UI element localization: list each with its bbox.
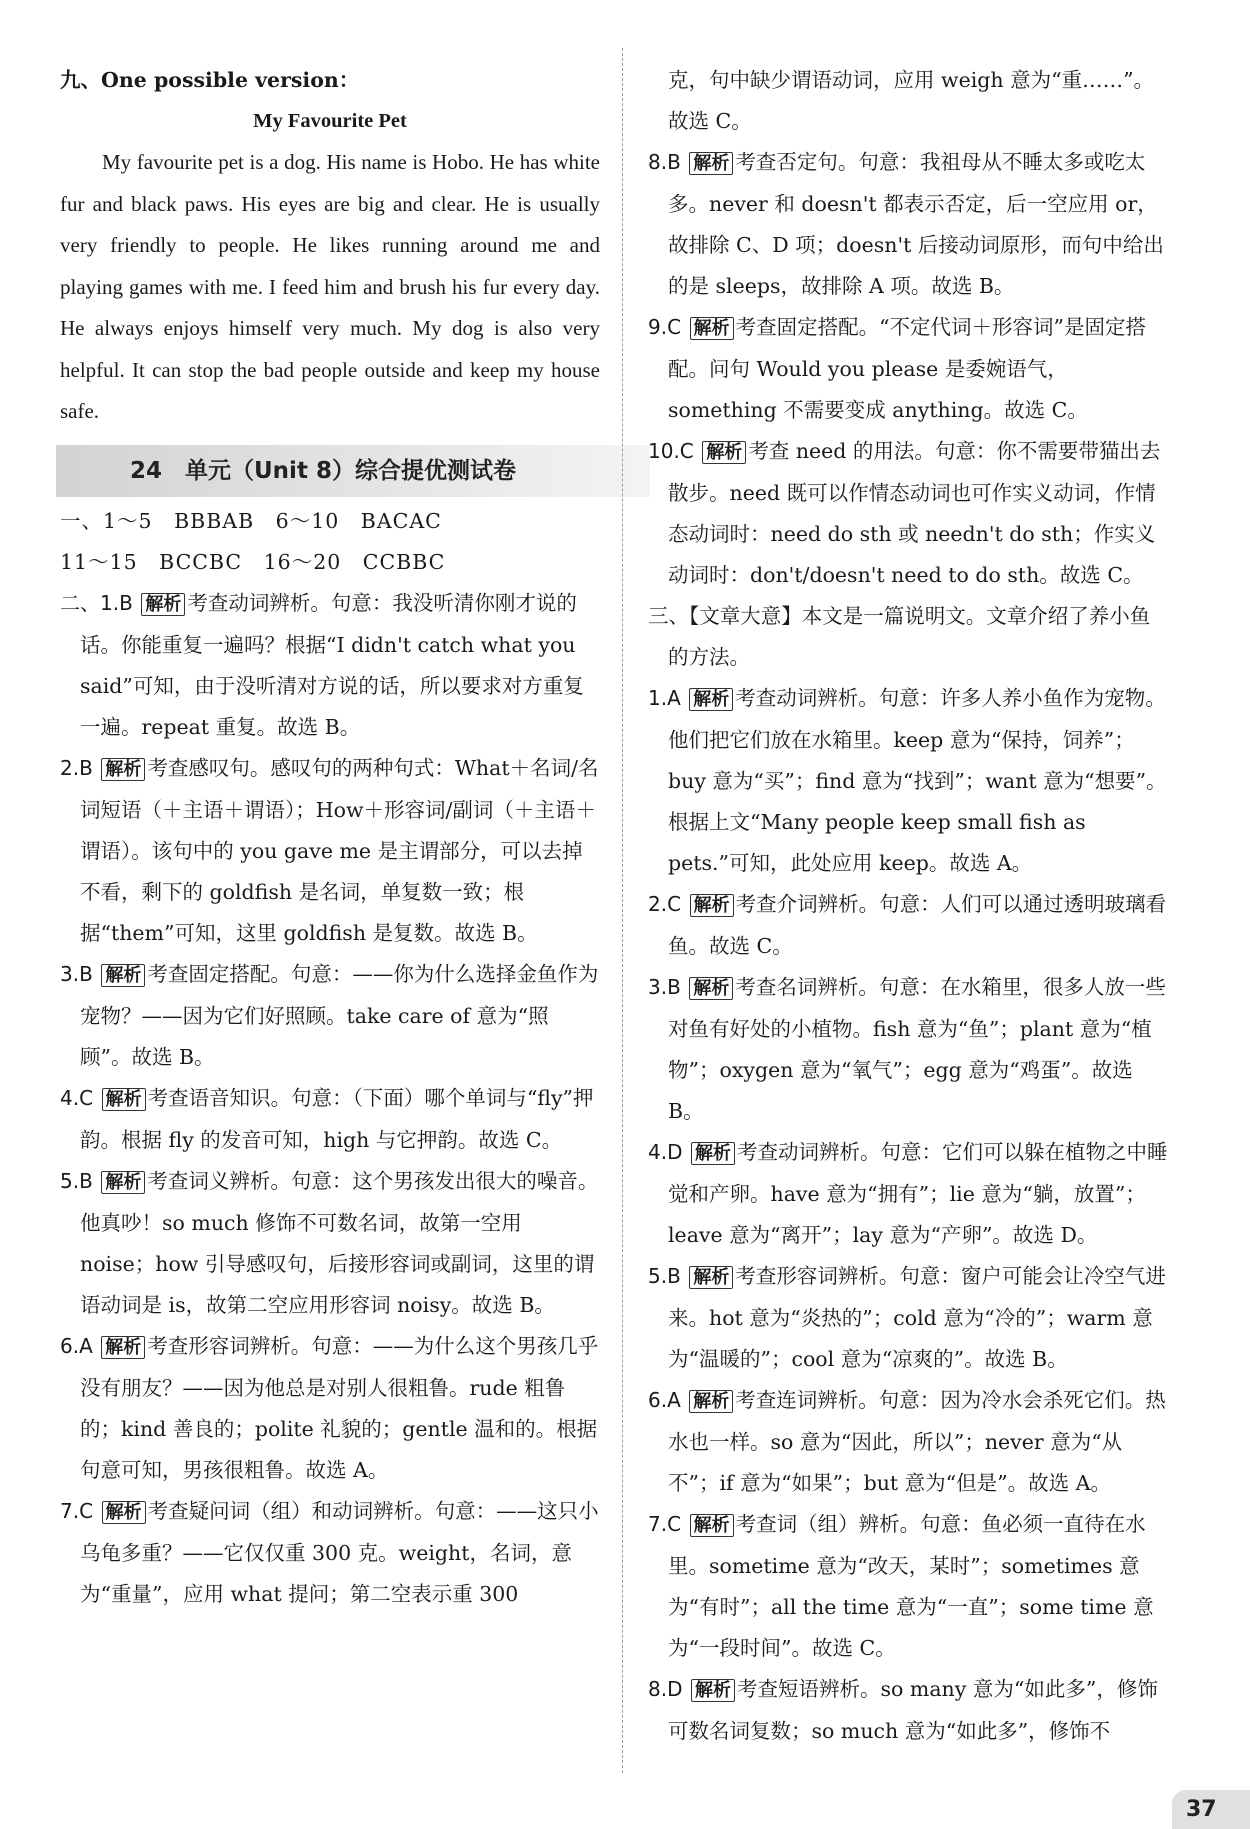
item-number: 7.C — [648, 1512, 682, 1536]
item-text: 考查连词辨析。句意：因为冷水会杀死它们。热水也一样。so 意为“因此，所以”；never 意为“从不”；if 意为“如果”；but 意为“但是”。故选 A。 — [668, 1388, 1166, 1495]
item-number: 2.C — [648, 892, 682, 916]
section-9-heading: 九、One possible version： — [60, 68, 360, 92]
analysis-tag: 解析 — [689, 152, 733, 175]
answer-key-line-1: 一、1～5 BBBAB 6～10 BACAC — [60, 508, 442, 533]
item-number: 3.B — [60, 961, 93, 986]
left-column — [60, 60, 600, 1615]
item-text: 考查词义辨析。句意：这个男孩发出很大的噪音。他真吵！so much 修饰不可数名词，故第一空用 noise；how 引导感叹句，后接形容词或副词，这里的谓语动词是 is，故第二空应用形容词 noisy。故选 B。 — [80, 1168, 599, 1317]
item-number: 二、1.B — [60, 590, 133, 615]
item-number: 6.A — [648, 1388, 681, 1412]
answer-item-3-8 — [648, 1669, 1168, 1752]
analysis-tag: 解析 — [101, 1336, 145, 1359]
answer-item-2-8 — [648, 142, 1168, 307]
analysis-tag: 解析 — [101, 964, 145, 987]
answer-item-2-10 — [648, 431, 1168, 596]
item-text: 考查形容词辨析。句意：——为什么这个男孩几乎没有朋友？——因为他总是对别人很粗鲁。rude 粗鲁的；kind 善良的；polite 礼貌的；gentle 温和的。根据句意可知，男孩很粗鲁。故选 A。 — [80, 1333, 599, 1482]
item-text: 考查疑问词（组）和动词辨析。句意：——这只小乌龟多重？——它仅仅重 300 克。weight，名词，意为“重量”，应用 what 提问；第二空表示重 300 — [80, 1498, 599, 1606]
item-text: 考查 need 的用法。句意：你不需要带猫出去散步。need 既可以作情态动词也可作实义动词，作情态动词时：need do sth 或 needn't do sth；作实义动词时：don't/doesn't need to do sth。故选 C。 — [668, 439, 1161, 587]
item-text: 考查语音知识。句意：（下面）哪个单词与“fly”押韵。根据 fly 的发音可知，high 与它押韵。故选 C。 — [80, 1085, 594, 1152]
analysis-tag: 解析 — [141, 593, 185, 616]
item-text: 考查动词辨析。句意：许多人养小鱼作为宠物。他们把它们放在水箱里。keep 意为“保持，饲养”；buy 意为“买”；find 意为“找到”；want 意为“想要”。根据上文“Many people keep small fish as pets.”可知，此处应用 keep。故选 A。 — [668, 686, 1167, 875]
answer-item-2-2 — [60, 748, 600, 954]
section-3-summary: 三、【文章大意】本文是一篇说明文。文章介绍了养小鱼的方法。 — [648, 604, 1151, 669]
item-number: 7.C — [60, 1498, 94, 1523]
analysis-tag: 解析 — [689, 688, 733, 711]
item-7-continuation: 克，句中缺少谓语动词，应用 weigh 意为“重……”。故选 C。 — [668, 68, 1155, 133]
analysis-tag: 解析 — [691, 1679, 735, 1702]
item-number: 8.B — [648, 150, 681, 174]
essay-body: My favourite pet is a dog. His name is Hobo. He has white fur and black paws. His eyes are big and clear. He is usually very friendly to people. He likes running around me and playing games with me. I feed him and brush his fur every day. He always enjoys himself very much. My dog is also very helpful. It can stop the bad people outside and keep my house safe. — [60, 150, 600, 423]
item-text: 考查词（组）辨析。句意：鱼必须一直待在水里。sometime 意为“改天，某时”；sometimes 意为“有时”；all the time 意为“一直”；some time 意为“一段时间”。故选 C。 — [668, 1512, 1154, 1660]
analysis-tag: 解析 — [689, 1390, 733, 1413]
item-text: 考查短语辨析。so many 意为“如此多”，修饰可数名词复数；so much 意为“如此多”，修饰不 — [668, 1677, 1158, 1743]
essay-title: My Favourite Pet — [253, 110, 407, 132]
analysis-tag: 解析 — [691, 1142, 735, 1165]
analysis-tag: 解析 — [689, 1266, 733, 1289]
item-text: 考查动词辨析。句意：它们可以躲在植物之中睡觉和产卵。have 意为“拥有”；lie 意为“躺，放置”；leave 意为“离开”；lay 意为“产卵”。故选 D。 — [668, 1140, 1168, 1247]
item-text: 考查形容词辨析。句意：窗户可能会让冷空气进来。hot 意为“炎热的”；cold 意为“冷的”；warm 意为“温暖的”；cool 意为“凉爽的”。故选 B。 — [668, 1264, 1166, 1371]
analysis-tag: 解析 — [101, 1171, 145, 1194]
analysis-tag: 解析 — [690, 894, 734, 917]
item-number: 9.C — [648, 315, 682, 339]
item-number: 8.D — [648, 1677, 683, 1701]
item-number: 3.B — [648, 975, 681, 999]
answer-item-2-9 — [648, 307, 1168, 431]
answer-item-3-1 — [648, 678, 1168, 884]
item-number: 10.C — [648, 439, 694, 463]
analysis-tag: 解析 — [102, 1501, 146, 1524]
answer-item-3-5 — [648, 1256, 1168, 1380]
answer-item-2-5 — [60, 1161, 600, 1326]
item-text: 考查动词辨析。句意：我没听清你刚才说的话。你能重复一遍吗？根据“I didn't catch what you said”可知，由于没听清对方说的话，所以要求对方重复一遍。repeat 重复。故选 B。 — [80, 590, 584, 739]
item-text: 考查固定搭配。“不定代词＋形容词”是固定搭配。问句 Would you please 是委婉语气，something 不需要变成 anything。故选 C。 — [668, 315, 1147, 422]
right-column — [648, 60, 1168, 1752]
item-number: 4.C — [60, 1085, 94, 1110]
answer-item-2-3 — [60, 954, 600, 1078]
analysis-tag: 解析 — [702, 441, 746, 464]
item-text: 考查介词辨析。句意：人们可以通过透明玻璃看鱼。故选 C。 — [668, 892, 1167, 958]
answer-item-2-7 — [60, 1491, 600, 1615]
item-number: 2.B — [60, 755, 93, 780]
item-number: 6.A — [60, 1333, 93, 1358]
answer-item-3-4 — [648, 1132, 1168, 1256]
analysis-tag: 解析 — [101, 758, 145, 781]
item-text: 考查固定搭配。句意：——你为什么选择金鱼作为宠物？——因为它们好照顾。take care of 意为“照顾”。故选 B。 — [80, 961, 599, 1069]
unit-title-banner: 24 单元（Unit 8）综合提优测试卷 — [56, 445, 650, 497]
analysis-tag: 解析 — [690, 1514, 734, 1537]
answer-item-3-7 — [648, 1504, 1168, 1669]
answer-key-line-2: 11～15 BCCBC 16～20 CCBBC — [60, 549, 446, 574]
column-divider — [622, 48, 623, 1773]
item-text: 考查感叹句。感叹句的两种句式：What＋名词/名词短语（＋主语＋谓语）；How＋形容词/副词（＋主语＋谓语）。该句中的 you gave me 是主谓部分，可以去掉不看，剩下的 goldfish 是名词，单复数一致；根据“them”可知，这里 goldfish 是复数。故选 B。 — [80, 755, 599, 945]
answer-item-3-3 — [648, 967, 1168, 1132]
item-text: 考查否定句。句意：我祖母从不睡太多或吃太多。never 和 doesn't 都表示否定，后一空应用 or，故排除 C、D 项；doesn't 后接动词原形，而句中给出的是 sleeps，故排除 A 项。故选 B。 — [668, 150, 1164, 298]
item-number: 1.A — [648, 686, 681, 710]
item-number: 5.B — [648, 1264, 681, 1288]
analysis-tag: 解析 — [102, 1088, 146, 1111]
item-text: 考查名词辨析。句意：在水箱里，很多人放一些对鱼有好处的小植物。fish 意为“鱼”；plant 意为“植物”；oxygen 意为“氧气”；egg 意为“鸡蛋”。故选 B。 — [668, 975, 1166, 1123]
analysis-tag: 解析 — [690, 317, 734, 340]
analysis-tag: 解析 — [689, 977, 733, 1000]
answer-item-3-2 — [648, 884, 1168, 967]
answer-item-2-1 — [60, 583, 600, 748]
item-number: 5.B — [60, 1168, 93, 1193]
item-number: 4.D — [648, 1140, 683, 1164]
answer-item-2-4 — [60, 1078, 600, 1161]
answer-item-3-6 — [648, 1380, 1168, 1504]
answer-item-2-6 — [60, 1326, 600, 1491]
page-number: 37 — [1172, 1790, 1250, 1829]
